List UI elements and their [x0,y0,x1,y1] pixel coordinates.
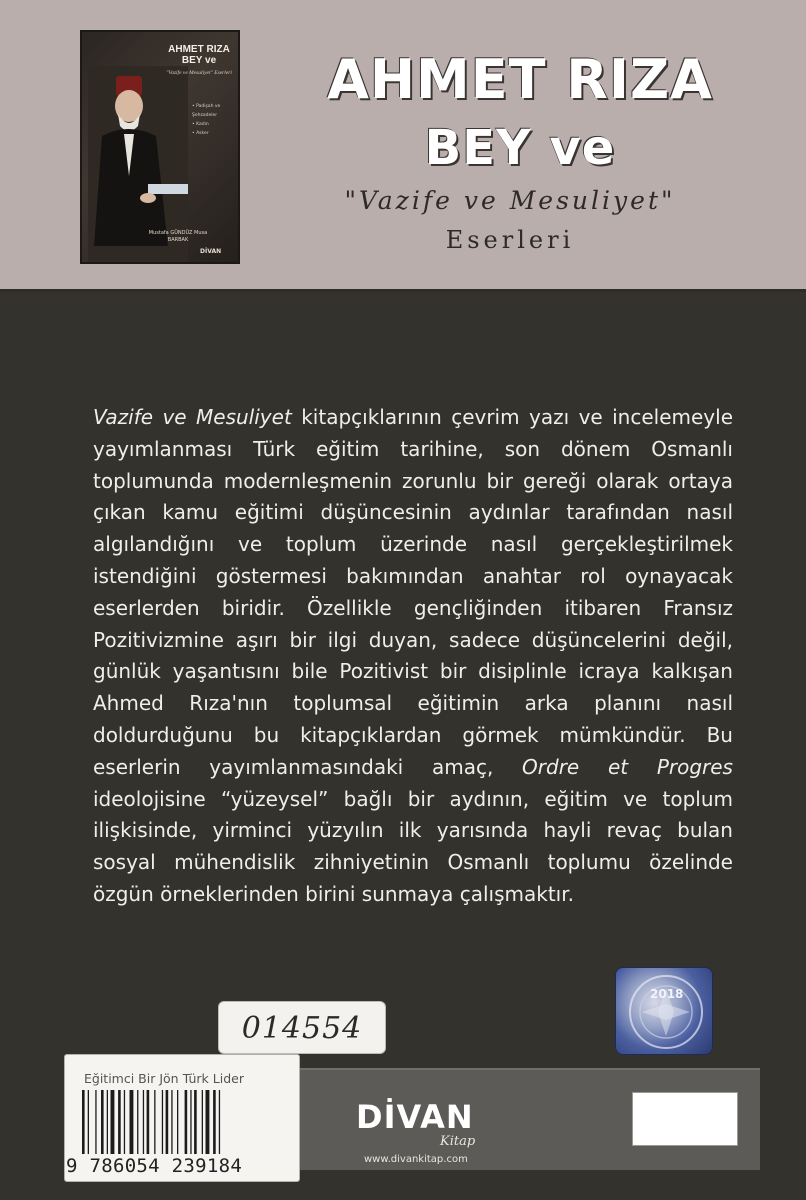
barcode-bar [162,1090,163,1154]
thumbnail-title: AHMET RIZA BEY ve [168,44,230,66]
barcode-bar [137,1090,138,1154]
barcode-label: Eğitimci Bir Jön Türk Lider [84,1071,244,1086]
barcode-bar [185,1090,188,1154]
publisher-logo-subtitle: Kitap [440,1134,476,1149]
thumbnail-authors: Mustafa GÜNDÜZ Musa BARBAK [148,230,208,243]
blurb-text: kitapçıklarının çevrim yazı ve incelemeyle yayımlanması Türk eğitim tarihine, son dönem Osmanlı toplumunda modernleşmenin zorunlu bir gereği olarak ortaya çıkan kamu eğitimi düşüncesinin aydınlar tarafından nasıl algılandığını ve toplum üzerinde nasıl gerçekleştirilmek istendiğini göstermesi bakımından anahtar rol oynayacak eserlerden biridir. Özellikle gençliğinden itibaren Fransız Pozitivizmine aşırı bir ilgi duyan, sadece düşüncelerini değil, günlük yaşantısını bile Pozitivist bir disiplinle icraya kalkışan Ahmed Rıza'nın toplumsal eğitimin arka planını nasıl doldurduğunu bu kitapçıklardan görmek mümkündür. Bu eserlerin yayımlanmasındaki amaç, [93,405,734,779]
thumbnail-subtitle: "Vazife ve Mesuliyet" Eserleri [166,70,232,76]
barcode-bar [130,1090,134,1154]
thumbnail-topics [192,102,240,138]
book-title-line-4: Eserleri [445,226,575,254]
barcode-bar [177,1090,178,1154]
barcode-bar [118,1090,121,1154]
price-label-box [632,1092,738,1146]
barcode-bar [219,1090,220,1154]
barcode-bar [166,1090,169,1154]
thumbnail-topic: • Kadın [192,122,209,127]
hologram-year: 2018 [650,987,684,1001]
barcode-bar [107,1090,108,1154]
barcode-bar [206,1090,210,1154]
publisher-url: www.divankitap.com [364,1154,468,1165]
barcode-bars [80,1090,270,1154]
barcode-bar [88,1090,89,1154]
hologram-emblem [616,968,713,1055]
book-title-line-1: AHMET RIZA [327,48,713,111]
back-cover-blurb [93,402,733,911]
book-title-line-2: BEY ve [424,120,616,176]
blurb-text: ideolojisine “yüzeysel” bağlı bir aydının, eğitim ve toplum ilişkisinde, yirminci yüzyılın ilk yarısında hayli revaç bulan sosyal mühendislik zihniyetinin Osmanlı toplumu özelinde özgün örneklerinden birini sunmaya çalışmaktır. [93,786,733,906]
barcode-bar [143,1090,144,1154]
barcode-bar [124,1090,125,1154]
inventory-number-sticker: 014554 [218,1001,386,1054]
barcode-bar [190,1090,191,1154]
barcode-bar [95,1090,96,1154]
barcode-bar [82,1090,85,1154]
barcode-bar [101,1090,104,1154]
thumbnail-publisher: DİVAN [200,248,222,255]
blurb-italic-title: Vazife ve Mesuliyet [93,405,292,429]
barcode-bar [154,1090,155,1154]
barcode-bar [194,1090,197,1154]
hologram-sticker [615,967,713,1055]
barcode-bar [213,1090,216,1154]
barcode-bar [202,1090,203,1154]
cover-thumbnail [80,30,240,264]
barcode-bar [111,1090,115,1154]
book-title-line-3: "Vazife ve Mesuliyet" [344,186,676,215]
barcode-bar [147,1090,150,1154]
publisher-logo: DİVAN [356,1098,474,1136]
barcode-bar [171,1090,172,1154]
blurb-italic-phrase: Ordre et Progres [522,754,733,779]
thumbnail-topic: • Padişah ve Şehzadeler [192,104,221,118]
isbn-number: 9 786054 239184 [66,1155,243,1177]
thumbnail-topic: • Asker [192,131,209,136]
